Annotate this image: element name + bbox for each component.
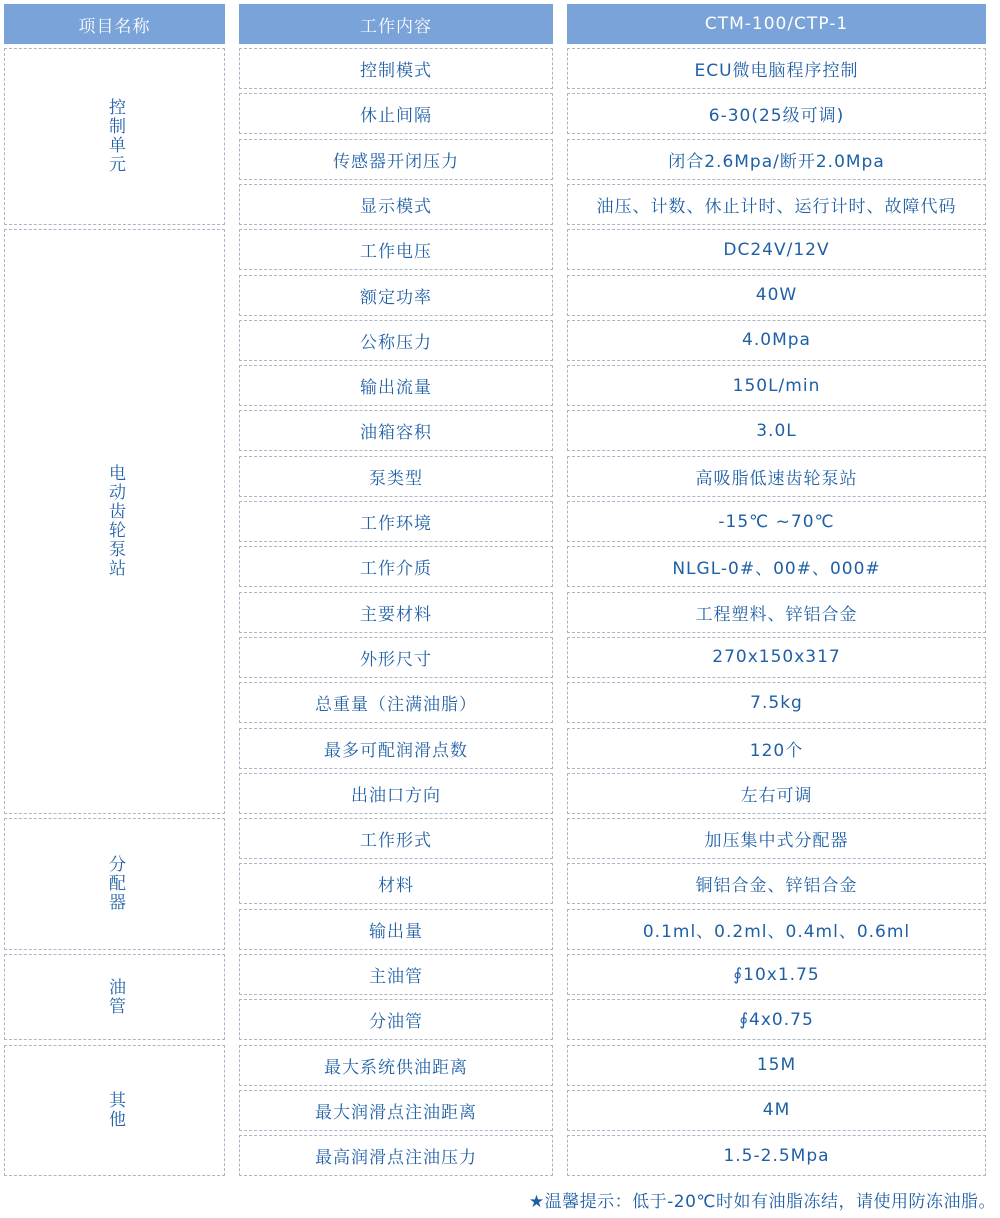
footer-note: ★温馨提示：低于-20℃时如有油脂冻结，请使用防冻油脂。 [528,1192,996,1212]
group-label: 控制单元 [105,98,125,175]
row-item-cell: 最大润滑点注油距离 [239,1090,553,1131]
row-item-cell: 主油管 [239,954,553,995]
row-value-cell: 6-30(25级可调) [567,93,986,134]
row-item-cell: 控制模式 [239,48,553,89]
row-item-cell: 外形尺寸 [239,637,553,678]
row-item-cell: 工作环境 [239,501,553,542]
row-item-cell: 工作电压 [239,229,553,270]
row-item-cell: 出油口方向 [239,773,553,814]
row-value-cell: 加压集中式分配器 [567,818,986,859]
row-item-cell: 额定功率 [239,275,553,316]
row-item-cell: 分油管 [239,999,553,1040]
group-cell [4,818,225,950]
row-value-cell: 左右可调 [567,773,986,814]
row-value-cell: 4M [567,1090,986,1131]
group-label: 油管 [105,978,125,1017]
row-value-cell: 150L/min [567,365,986,406]
group-label: 分配器 [105,855,125,913]
row-value-cell: ∮10x1.75 [567,954,986,995]
group-cell [4,48,225,225]
row-item-cell: 休止间隔 [239,93,553,134]
row-value-cell: 0.1ml、0.2ml、0.4ml、0.6ml [567,909,986,950]
header-col-work-content: 工作内容 [239,4,553,44]
row-item-cell: 最大系统供油距离 [239,1045,553,1086]
row-item-cell: 主要材料 [239,592,553,633]
row-value-cell: 铜铝合金、锌铝合金 [567,863,986,904]
row-value-cell: 油压、计数、休止计时、运行计时、故障代码 [567,184,986,225]
row-value-cell: 270x150x317 [567,637,986,678]
group-cell [4,1045,225,1177]
row-item-cell: 输出量 [239,909,553,950]
row-value-cell: 15M [567,1045,986,1086]
header-col-item-name: 项目名称 [4,4,225,44]
row-item-cell: 传感器开闭压力 [239,139,553,180]
row-item-cell: 泵类型 [239,456,553,497]
row-value-cell: 120个 [567,728,986,769]
group-label: 电动齿轮泵站 [105,464,125,579]
row-value-cell: -15℃ ~70℃ [567,501,986,542]
row-item-cell: 显示模式 [239,184,553,225]
row-item-cell: 最高润滑点注油压力 [239,1135,553,1176]
header-col-model: CTM-100/CTP-1 [567,4,986,44]
row-value-cell: 7.5kg [567,682,986,723]
row-item-cell: 最多可配润滑点数 [239,728,553,769]
row-value-cell: 1.5-2.5Mpa [567,1135,986,1176]
row-value-cell: 工程塑料、锌铝合金 [567,592,986,633]
row-item-cell: 工作形式 [239,818,553,859]
row-value-cell: 4.0Mpa [567,320,986,361]
row-value-cell: 3.0L [567,410,986,451]
row-value-cell: ∮4x0.75 [567,999,986,1040]
row-item-cell: 油箱容积 [239,410,553,451]
row-item-cell: 输出流量 [239,365,553,406]
row-value-cell: DC24V/12V [567,229,986,270]
group-cell [4,229,225,814]
group-label: 其他 [105,1091,125,1130]
row-item-cell: 工作介质 [239,546,553,587]
group-cell [4,954,225,1040]
row-item-cell: 公称压力 [239,320,553,361]
row-item-cell: 总重量（注满油脂） [239,682,553,723]
row-value-cell: NLGL-0#、00#、000# [567,546,986,587]
row-item-cell: 材料 [239,863,553,904]
row-value-cell: 40W [567,275,986,316]
row-value-cell: ECU微电脑程序控制 [567,48,986,89]
row-value-cell: 高吸脂低速齿轮泵站 [567,456,986,497]
row-value-cell: 闭合2.6Mpa/断开2.0Mpa [567,139,986,180]
